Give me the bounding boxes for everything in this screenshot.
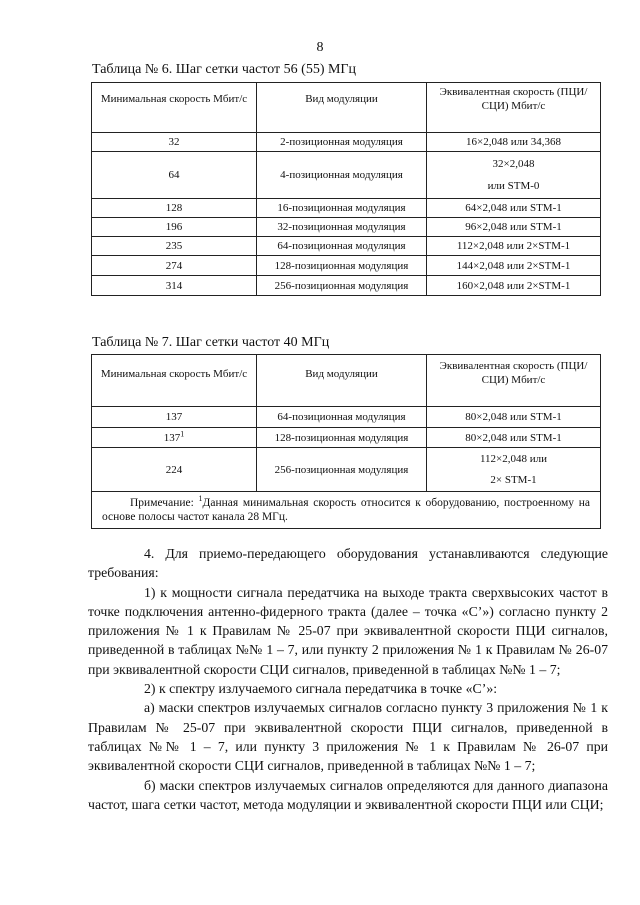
table-row (92, 218, 601, 237)
modulation-cell: 32-позиционная модуляция (257, 218, 427, 237)
equiv-cell: 160×2,048 или 2×STM-1 (427, 276, 601, 296)
modulation-cell: 128-позиционная модуляция (257, 256, 427, 276)
modulation-cell: 128-позиционная модуляция (257, 428, 427, 448)
table7-header-speed: Минимальная скорость Мбит/с (92, 355, 257, 407)
table7-note-row (92, 492, 601, 529)
table6-caption: Таблица № 6. Шаг сетки частот 56 (55) МГц (92, 62, 357, 77)
table7-caption: Таблица № 7. Шаг сетки частот 40 МГц (92, 335, 330, 350)
speed-cell: 224 (92, 448, 257, 492)
paragraph-item-b: б) маски спектров излучаемых сигналов определяются для данного диапазона частот, шага сетки частот, метода модуляции и эквивалентной скорости ПЦИ или СЦИ; (88, 777, 608, 812)
equiv-cell: 144×2,048 или 2×STM-1 (427, 256, 601, 276)
equiv-cell (427, 448, 601, 492)
equiv-cell: 16×2,048 или 34,368 (427, 133, 601, 152)
table-row (92, 152, 601, 199)
equiv-line: 32×2,048 (492, 158, 535, 170)
speed-cell (92, 428, 257, 448)
equiv-cell: 80×2,048 или STM-1 (427, 428, 601, 448)
footnote-marker: 1 (180, 428, 185, 438)
modulation-cell: 2-позиционная модуляция (257, 133, 427, 152)
speed-cell: 196 (92, 218, 257, 237)
equiv-cell: 80×2,048 или STM-1 (427, 407, 601, 428)
equiv-cell: 96×2,048 или STM-1 (427, 218, 601, 237)
speed-cell: 274 (92, 256, 257, 276)
modulation-cell: 64-позиционная модуляция (257, 407, 427, 428)
table-row (92, 133, 601, 152)
speed-cell: 137 (92, 407, 257, 428)
modulation-cell: 64-позиционная модуляция (257, 237, 427, 256)
note-text: Данная минимальная скорость относится к оборудованию, построенному на основе полосы частот канала 28 МГц. (102, 497, 590, 523)
paragraph-4: 4. Для приемо-передающего оборудования устанавливаются следующие требования: (88, 546, 608, 581)
paragraph-item-1: 1) к мощности сигнала передатчика на выходе тракта сверхвысоких частот в точке подключения антенно-фидерного тракта (далее – точка «С’») согласно пункту 2 приложения № 1 к Правилам № 25-07 при эквивалентной скорости ПЦИ сигналов, приведенной в таблицах №№ 1 – 7, или пункту 2 приложения № 1 к Правилам № 26-07 при эквивалентной скорости СЦИ сигналов, приведенной в таблицах №№ 1 – 7; (88, 584, 608, 677)
table6-header-speed: Минимальная скорость Мбит/с (92, 83, 257, 133)
modulation-cell: 256-позиционная модуляция (257, 448, 427, 492)
equiv-line: 2× STM-1 (490, 473, 537, 486)
speed-value: 137 (163, 431, 181, 444)
speed-cell: 235 (92, 237, 257, 256)
table7-header-row (92, 355, 601, 407)
table7-note (92, 492, 601, 529)
modulation-cell: 16-позиционная модуляция (257, 199, 427, 218)
paragraph-item-2: 2) к спектру излучаемого сигнала передатчика в точке «С’»: (144, 681, 498, 697)
table6-header-equiv: Эквивалентная скорость (ПЦИ/СЦИ) Мбит/с (427, 83, 601, 133)
table6 (91, 82, 601, 296)
table6-header-modulation: Вид модуляции (257, 83, 427, 133)
modulation-cell: 256-позиционная модуляция (257, 276, 427, 296)
footnote-marker: 1 (198, 494, 203, 504)
equiv-line: 112×2,048 или (479, 452, 548, 465)
table-row (92, 407, 601, 428)
equiv-cell: 112×2,048 или 2×STM-1 (427, 237, 601, 256)
table6-header-row (92, 83, 601, 133)
table7-header-equiv: Эквивалентная скорость (ПЦИ/СЦИ) Мбит/с (427, 355, 601, 407)
table7 (91, 354, 601, 529)
table7-header-modulation: Вид модуляции (257, 355, 427, 407)
speed-cell: 32 (92, 133, 257, 152)
equiv-cell (427, 152, 601, 199)
table-row (92, 199, 601, 218)
speed-cell: 314 (92, 276, 257, 296)
equiv-cell: 64×2,048 или STM-1 (427, 199, 601, 218)
speed-cell: 128 (92, 199, 257, 218)
table-row (92, 276, 601, 296)
equiv-line: или STM-0 (487, 180, 540, 192)
modulation-cell: 4-позиционная модуляция (257, 152, 427, 199)
table-row (92, 448, 601, 492)
speed-cell: 64 (92, 152, 257, 199)
table-row (92, 256, 601, 276)
table-row (92, 237, 601, 256)
table-row (92, 428, 601, 448)
note-prefix: Примечание: (130, 497, 199, 509)
body-text (88, 544, 608, 814)
page-number: 8 (316, 40, 324, 55)
paragraph-item-a: а) маски спектров излучаемых сигналов согласно пункту 3 приложения № 1 к Правилам № 25-07 при эквивалентной скорости ПЦИ сигналов, приведенной в таблицах №№ 1 – 7, или пункту 3 приложения № 1 к Правилам № 26-07 при эквивалентной скорости СЦИ сигналов, приведенной в таблицах №№ 1 – 7; (88, 700, 608, 774)
